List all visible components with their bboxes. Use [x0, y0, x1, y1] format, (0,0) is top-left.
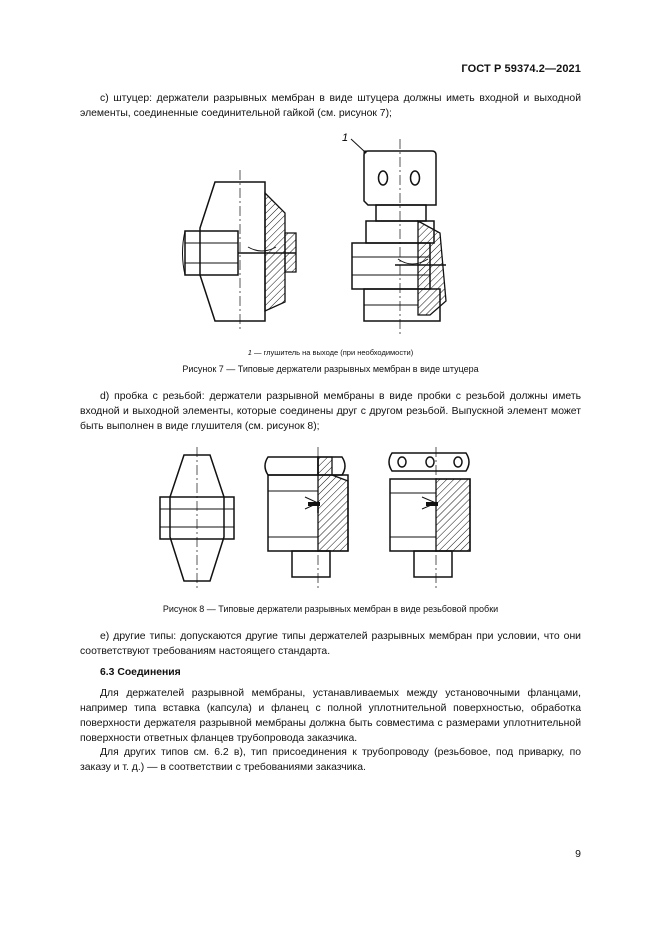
section-heading: 6.3 Соединения	[100, 667, 181, 678]
threaded-plug-side-view	[160, 447, 234, 589]
figure-7-callout: 1	[342, 132, 349, 144]
page-number: 9	[575, 848, 581, 860]
figure-7-note	[80, 348, 581, 357]
figure-8-caption: Рисунок 8 — Типовые держатели разрывных мембран в виде резьбовой пробки	[162, 604, 499, 614]
threaded-plug-section	[265, 447, 348, 589]
document-header: ГОСТ Р 59374.2—2021	[461, 63, 581, 75]
paragraph-c: с) штуцер: держатели разрывных мембран в виде штуцера должны иметь входной и выходной элементы, соединенные соединительной гайкой (см. рисунок 7);	[80, 93, 581, 119]
section-paragraph-2: Для других типов см. 6.2 в), тип присоединения к трубопроводу (резьбовое, под приварку, по заказу и т. д.) — в соответствии с требованиями заказчика.	[80, 747, 581, 773]
section-paragraph-1: Для держателей разрывной мембраны, устанавливаемых между установочными фланцами, например типа вставка (капсула) и фланец с полной уплотнительной поверхностью, обработка поверхности держателя разрывной мембраны должна быть совместима с размерами уплотнительной поверхности ответных фланцев трубопровода заказчика.	[80, 688, 581, 744]
figure-7-note-number: 1	[247, 348, 252, 357]
union-fitting-side-view	[183, 170, 297, 330]
figure-7-note-text: — глушитель на выходе (при необходимости)	[254, 348, 414, 357]
figure-8-drawing	[0, 445, 661, 595]
paragraph-e: е) другие типы: допускаются другие типы держателей разрывных мембран при условии, что они соответствуют требованиям настоящего стандарта.	[80, 631, 581, 657]
paragraph-d: d) пробка с резьбой: держатели разрывной мембраны в виде пробки с резьбой должны иметь входной и выходной элементы, которые соединены друг с другом резьбой. Выпускной элемент может быть выполнен в виде глушителя (см. рисунок 8);	[80, 391, 581, 432]
figure-7-caption: Рисунок 7 — Типовые держатели разрывных мембран в виде штуцера	[182, 364, 479, 374]
figure-7-drawing	[0, 125, 661, 345]
union-fitting-with-silencer	[351, 139, 446, 335]
threaded-plug-with-silencer	[389, 447, 470, 589]
